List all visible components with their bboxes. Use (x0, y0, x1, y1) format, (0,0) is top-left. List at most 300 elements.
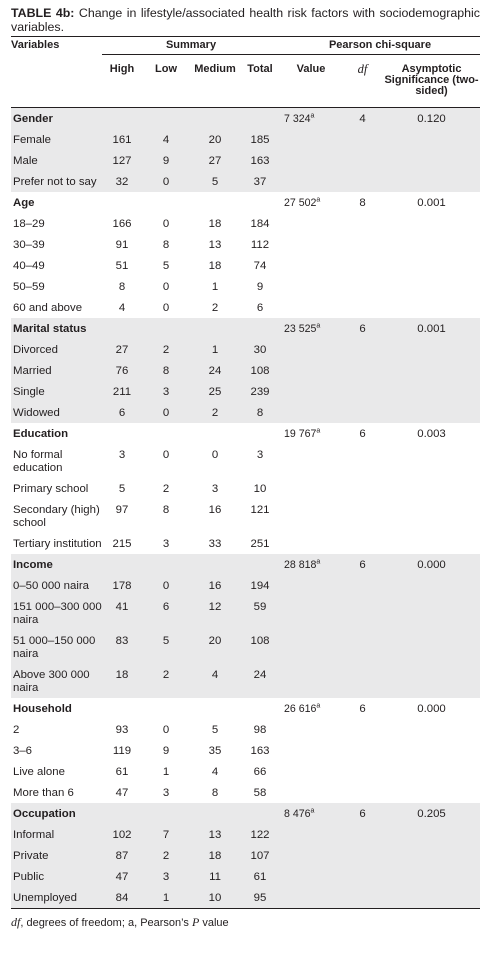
df-value: 6 (342, 554, 383, 575)
empty-cell (102, 698, 142, 719)
group-label: Household (13, 703, 72, 715)
empty-cell (280, 824, 342, 845)
empty-cell (240, 423, 280, 444)
empty-cell (342, 478, 383, 499)
significance-value: 0.001 (417, 197, 446, 209)
header-value: Value (280, 55, 342, 108)
low-count: 4 (142, 129, 190, 150)
empty-cell (280, 234, 342, 255)
empty-cell (342, 444, 383, 478)
total-count: 108 (240, 360, 280, 381)
empty-cell (280, 297, 342, 318)
empty-cell (102, 108, 142, 130)
table-row (11, 533, 480, 554)
empty-cell (280, 719, 342, 740)
total-count: 112 (250, 239, 270, 251)
total-count: 66 (253, 766, 267, 778)
table-row (11, 234, 480, 255)
empty-cell (342, 234, 383, 255)
low-count: 9 (162, 745, 170, 757)
empty-cell (383, 845, 480, 866)
empty-cell (280, 339, 342, 360)
row-label: Unemployed (11, 887, 102, 908)
empty-cell (383, 824, 480, 845)
group-label: Income (11, 554, 102, 575)
medium-count: 12 (190, 596, 240, 630)
high-count: 4 (118, 302, 126, 314)
high-count: 61 (115, 766, 129, 778)
empty-cell (342, 360, 383, 381)
high-count: 41 (102, 596, 142, 630)
total-count: 108 (240, 630, 280, 664)
medium-count: 0 (211, 449, 219, 461)
empty-cell (280, 478, 342, 499)
chi-square-number: 8 476 (284, 808, 311, 820)
medium-count: 1 (211, 281, 219, 293)
total-count: 95 (240, 887, 280, 908)
table-caption-label: TABLE 4b: (11, 6, 75, 20)
header-row-groups (11, 37, 480, 55)
medium-count: 5 (211, 724, 219, 736)
header-high: High (102, 55, 142, 108)
table-row (11, 887, 480, 908)
low-count: 0 (162, 281, 170, 293)
medium-count: 33 (208, 538, 222, 550)
table-row (11, 381, 480, 402)
empty-cell (240, 803, 280, 824)
empty-cell (383, 533, 480, 554)
chi-square-value (280, 698, 342, 719)
empty-cell (190, 108, 240, 130)
empty-cell (142, 192, 190, 213)
medium-count: 13 (208, 239, 222, 251)
empty-cell (342, 761, 383, 782)
high-count: 47 (115, 787, 129, 799)
total-count: 251 (250, 538, 270, 550)
chi-square-number: 7 324 (284, 113, 311, 125)
header-low: Low (142, 55, 190, 108)
empty-cell (383, 297, 480, 318)
empty-cell (280, 129, 342, 150)
chi-square-superscript: a (316, 322, 321, 330)
high-count: 76 (102, 360, 142, 381)
empty-cell (142, 698, 190, 719)
chi-square-number: 27 502 (284, 197, 317, 209)
total-count: 37 (240, 171, 280, 192)
empty-cell (383, 255, 480, 276)
empty-cell (342, 664, 383, 698)
row-label: Divorced (11, 339, 102, 360)
total-count: 9 (256, 281, 264, 293)
total-count: 107 (240, 845, 280, 866)
low-count: 8 (162, 239, 170, 251)
table-row (11, 630, 480, 664)
group-label: Marital status (11, 318, 102, 339)
empty-cell (280, 360, 342, 381)
empty-cell (383, 171, 480, 192)
footnote-text-2: value (199, 917, 229, 929)
empty-cell (342, 402, 383, 423)
row-label: Primary school (13, 483, 89, 495)
empty-cell (342, 276, 383, 297)
chi-square-superscript: a (316, 702, 321, 710)
empty-cell (142, 554, 190, 575)
low-count: 8 (142, 360, 190, 381)
table-row (11, 761, 480, 782)
high-count: 161 (102, 129, 142, 150)
empty-cell (383, 887, 480, 908)
low-count: 8 (162, 504, 170, 516)
high-count: 8 (118, 281, 126, 293)
medium-count: 35 (208, 745, 222, 757)
empty-cell (383, 575, 480, 596)
table-row (11, 444, 480, 478)
medium-count: 4 (190, 664, 240, 698)
high-count: 5 (118, 483, 126, 495)
row-label: Above 300 000 naira (11, 664, 102, 698)
low-count: 2 (162, 483, 170, 495)
high-count: 51 (115, 260, 129, 272)
high-count: 178 (102, 575, 142, 596)
empty-cell (280, 887, 342, 908)
chi-square-superscript: a (310, 112, 315, 120)
low-count: 0 (162, 449, 170, 461)
high-count: 87 (102, 845, 142, 866)
empty-cell (190, 554, 240, 575)
empty-cell (383, 596, 480, 630)
total-count: 98 (253, 724, 267, 736)
total-count: 61 (240, 866, 280, 887)
table-caption (11, 6, 480, 34)
empty-cell (280, 596, 342, 630)
df-value: 4 (342, 108, 383, 130)
empty-cell (240, 318, 280, 339)
empty-cell (102, 192, 142, 213)
empty-cell (342, 171, 383, 192)
low-count: 2 (142, 845, 190, 866)
chi-square-number: 19 767 (284, 428, 317, 440)
empty-cell (280, 575, 342, 596)
medium-count: 25 (190, 381, 240, 402)
total-count: 3 (256, 449, 264, 461)
group-row (11, 803, 480, 824)
empty-cell (102, 318, 142, 339)
low-count: 0 (142, 171, 190, 192)
table-row (11, 478, 480, 499)
medium-count: 16 (190, 575, 240, 596)
empty-cell (383, 213, 480, 234)
table-row (11, 664, 480, 698)
medium-count: 4 (211, 766, 219, 778)
empty-cell (342, 845, 383, 866)
table-row (11, 824, 480, 845)
group-row (11, 423, 480, 444)
total-count: 58 (253, 787, 267, 799)
low-count: 0 (162, 724, 170, 736)
empty-cell (342, 499, 383, 533)
empty-cell (102, 423, 142, 444)
empty-cell (280, 782, 342, 803)
empty-cell (190, 318, 240, 339)
df-value: 6 (342, 803, 383, 824)
group-row (11, 698, 480, 719)
empty-cell (280, 664, 342, 698)
significance-value: 0.000 (417, 703, 446, 715)
row-label: More than 6 (13, 787, 74, 799)
header-variables: Variables (11, 37, 102, 55)
chi-square-number: 26 616 (284, 703, 317, 715)
medium-count: 2 (190, 402, 240, 423)
row-label: Married (11, 360, 102, 381)
empty-cell (342, 297, 383, 318)
row-label: 151 000–300 000 naira (11, 596, 102, 630)
df-value: 6 (359, 703, 366, 715)
low-count: 2 (142, 339, 190, 360)
chi-square-superscript: a (316, 558, 321, 566)
empty-cell (383, 276, 480, 297)
empty-cell (240, 192, 280, 213)
low-count: 0 (142, 575, 190, 596)
header-df: df (342, 55, 383, 108)
empty-cell (190, 423, 240, 444)
total-count: 6 (256, 302, 264, 314)
table-row (11, 845, 480, 866)
empty-cell (190, 803, 240, 824)
empty-cell (142, 318, 190, 339)
chi-square-superscript: a (310, 807, 315, 815)
total-count: 8 (240, 402, 280, 423)
empty-cell (280, 381, 342, 402)
empty-cell (383, 478, 480, 499)
table-row (11, 719, 480, 740)
total-count: 163 (250, 745, 270, 757)
empty-cell (280, 533, 342, 554)
high-count: 127 (102, 150, 142, 171)
footnote-text-1: , degrees of freedom; a, Pearson’s (20, 917, 192, 929)
total-count: 239 (240, 381, 280, 402)
group-label: Gender (11, 108, 102, 130)
empty-cell (342, 129, 383, 150)
empty-cell (383, 150, 480, 171)
table-row (11, 782, 480, 803)
row-label: 3–6 (13, 745, 33, 757)
chi-square-superscript: a (316, 427, 321, 435)
row-label: Informal (11, 824, 102, 845)
empty-cell (342, 381, 383, 402)
low-count: 3 (142, 866, 190, 887)
empty-cell (280, 276, 342, 297)
data-table (11, 36, 480, 908)
medium-count: 18 (208, 218, 222, 230)
table-row (11, 255, 480, 276)
empty-cell (280, 171, 342, 192)
empty-cell (280, 761, 342, 782)
table-row (11, 339, 480, 360)
table-body (11, 108, 480, 909)
low-count: 5 (162, 260, 170, 272)
high-count: 93 (115, 724, 129, 736)
group-label: Occupation (11, 803, 102, 824)
row-label: Female (11, 129, 102, 150)
medium-count: 16 (208, 504, 222, 516)
total-count: 185 (240, 129, 280, 150)
empty-cell (383, 719, 480, 740)
empty-cell (383, 402, 480, 423)
empty-cell (280, 845, 342, 866)
empty-cell (280, 255, 342, 276)
high-count: 32 (102, 171, 142, 192)
medium-count: 11 (190, 866, 240, 887)
row-label: Public (11, 866, 102, 887)
header-summary: Summary (102, 37, 280, 55)
empty-cell (342, 887, 383, 908)
high-count: 84 (102, 887, 142, 908)
high-count: 47 (102, 866, 142, 887)
header-row-columns (11, 55, 480, 108)
high-count: 211 (102, 381, 142, 402)
row-label: 2 (13, 724, 20, 736)
low-count: 3 (162, 538, 170, 550)
low-count: 2 (142, 664, 190, 698)
footnote-df: df (11, 915, 21, 929)
empty-cell (383, 129, 480, 150)
empty-cell (383, 339, 480, 360)
table-row (11, 276, 480, 297)
total-count: 59 (240, 596, 280, 630)
empty-cell (383, 740, 480, 761)
medium-count: 13 (190, 824, 240, 845)
table-row (11, 596, 480, 630)
significance-value: 0.003 (417, 428, 446, 440)
chi-square-value (280, 192, 342, 213)
empty-cell (280, 150, 342, 171)
low-count: 9 (142, 150, 190, 171)
medium-count: 10 (190, 887, 240, 908)
high-count: 3 (118, 449, 126, 461)
row-label: Male (11, 150, 102, 171)
low-count: 1 (162, 766, 170, 778)
row-label: 50–59 (13, 281, 45, 293)
high-count: 83 (102, 630, 142, 664)
high-count: 18 (102, 664, 142, 698)
low-count: 3 (162, 787, 170, 799)
significance-value: 0.120 (383, 108, 480, 130)
significance-value: 0.205 (383, 803, 480, 824)
empty-cell (342, 150, 383, 171)
medium-count: 20 (190, 129, 240, 150)
high-count: 102 (102, 824, 142, 845)
total-count: 10 (253, 483, 267, 495)
empty-cell (383, 761, 480, 782)
medium-count: 5 (190, 171, 240, 192)
footnote (11, 915, 480, 930)
row-label: Live alone (13, 766, 65, 778)
total-count: 194 (240, 575, 280, 596)
empty-cell (342, 339, 383, 360)
empty-cell (342, 866, 383, 887)
high-count: 166 (112, 218, 132, 230)
total-count: 122 (240, 824, 280, 845)
table-row (11, 360, 480, 381)
total-count: 121 (250, 504, 270, 516)
medium-count: 2 (211, 302, 219, 314)
empty-cell (142, 423, 190, 444)
table-row (11, 499, 480, 533)
header-significance: Asymptotic Significance (two-sided) (383, 55, 480, 108)
table-row (11, 866, 480, 887)
empty-cell (342, 824, 383, 845)
high-count: 27 (102, 339, 142, 360)
empty-cell (190, 192, 240, 213)
empty-cell (383, 630, 480, 664)
medium-count: 20 (190, 630, 240, 664)
df-value: 8 (359, 197, 366, 209)
table-row (11, 575, 480, 596)
total-count: 163 (240, 150, 280, 171)
medium-count: 3 (211, 483, 219, 495)
chi-square-value (280, 423, 342, 444)
empty-cell (102, 554, 142, 575)
empty-cell (383, 381, 480, 402)
table-row (11, 740, 480, 761)
high-count: 119 (112, 745, 132, 757)
table-row (11, 150, 480, 171)
row-label: 51 000–150 000 naira (11, 630, 102, 664)
empty-cell (383, 866, 480, 887)
table-row (11, 402, 480, 423)
empty-cell (383, 499, 480, 533)
table-caption-text: Change in lifestyle/associated health risk factors with sociodemographic variables. (11, 6, 480, 34)
empty-cell (342, 630, 383, 664)
low-count: 3 (142, 381, 190, 402)
chi-square-value (280, 318, 342, 339)
table-row (11, 171, 480, 192)
empty-cell (280, 499, 342, 533)
group-row (11, 318, 480, 339)
empty-cell (240, 698, 280, 719)
chi-square-value (280, 108, 342, 130)
group-row (11, 108, 480, 130)
low-count: 0 (162, 302, 170, 314)
table-row (11, 213, 480, 234)
chi-square-number: 28 818 (284, 559, 317, 571)
low-count: 6 (142, 596, 190, 630)
row-label: 0–50 000 naira (11, 575, 102, 596)
high-count: 215 (112, 538, 132, 550)
chi-square-superscript: a (316, 196, 321, 204)
chi-square-value (280, 554, 342, 575)
empty-cell (342, 533, 383, 554)
medium-count: 24 (190, 360, 240, 381)
row-label: Tertiary institution (13, 538, 102, 550)
empty-cell (342, 255, 383, 276)
group-label: Education (13, 428, 69, 440)
row-label: Private (11, 845, 102, 866)
empty-cell (142, 108, 190, 130)
total-count: 184 (250, 218, 270, 230)
empty-cell (280, 402, 342, 423)
total-count: 30 (240, 339, 280, 360)
empty-cell (383, 782, 480, 803)
chi-square-number: 23 525 (284, 323, 317, 335)
total-count: 74 (253, 260, 267, 272)
significance-value: 0.001 (383, 318, 480, 339)
row-label: Single (11, 381, 102, 402)
table-row (11, 129, 480, 150)
header-total: Total (240, 55, 280, 108)
empty-cell (342, 719, 383, 740)
empty-cell (240, 554, 280, 575)
